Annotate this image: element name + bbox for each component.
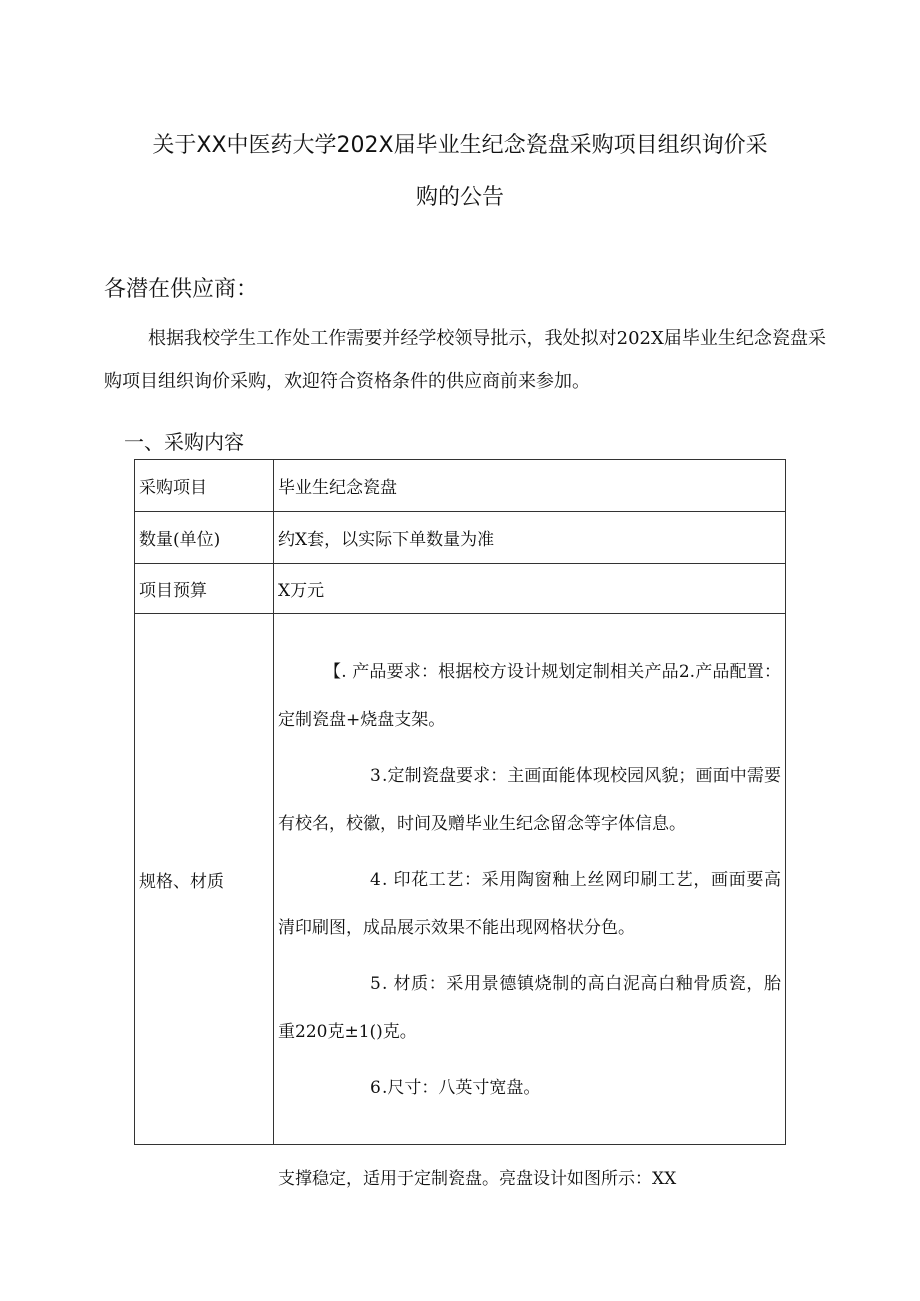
spec-item-5	[278, 960, 781, 1056]
table-row	[135, 614, 786, 1145]
table-row	[135, 564, 786, 614]
spec-item-text: . 材质：采用景德镇烧制的高白泥高白釉骨质瓷，胎重220克±1()克。	[278, 974, 781, 1042]
row-value: 毕业生纪念瓷盘	[274, 460, 786, 512]
spec-item-number: 5	[370, 974, 381, 994]
spec-item-3	[278, 752, 781, 848]
spec-item-number: 3	[370, 766, 381, 786]
table-row	[135, 460, 786, 512]
row-value: 约X套，以实际下单数量为准	[274, 512, 786, 564]
spec-item-number: 4	[370, 870, 381, 890]
intro-paragraph: 根据我校学生工作处工作需要并经学校领导批示，我处拟对202X届毕业生纪念瓷盘采购项目组织询价采购，欢迎符合资格条件的供应商前来参加。	[104, 328, 826, 392]
salutation: 各潜在供应商：	[104, 277, 259, 302]
document-title-line1: 关于XX中医药大学202X届毕业生纪念瓷盘采购项目组织询价采	[152, 133, 768, 158]
row-value: X万元	[274, 564, 786, 614]
spec-item-6	[278, 1064, 781, 1112]
row-label: 项目预算	[135, 564, 274, 614]
spec-cell	[274, 614, 786, 1145]
document-title-line2: 购的公告	[415, 185, 504, 210]
spec-item-1: 【. 产品要求：根据校方设计规划定制相关产品2.产品配置：定制瓷盘+烧盘支架。	[278, 662, 781, 730]
spec-item-number: 6	[370, 1078, 381, 1098]
row-label: 数量(单位)	[135, 512, 274, 564]
spec-item-text: .定制瓷盘要求：主画面能体现校园风貌；画面中需要有校名，校徽，时间及赠毕业生纪念留念等字体信息。	[278, 766, 781, 834]
spec-item-text: . 印花工艺：采用陶窗釉上丝网印刷工艺，画面要高清印刷图，成品展示效果不能出现网格状分色。	[278, 870, 781, 938]
procurement-table	[134, 459, 786, 1145]
spec-item-text: .尺寸：八英寸宽盘。	[382, 1078, 541, 1098]
footer-text: 支撑稳定，适用于定制瓷盘。亮盘设计如图所示：XX	[278, 1169, 677, 1189]
row-label: 采购项目	[135, 460, 274, 512]
table-row	[135, 512, 786, 564]
section-heading: 一、采购内容	[124, 430, 244, 454]
row-label: 规格、材质	[135, 614, 274, 1145]
spec-item-4	[278, 856, 781, 952]
